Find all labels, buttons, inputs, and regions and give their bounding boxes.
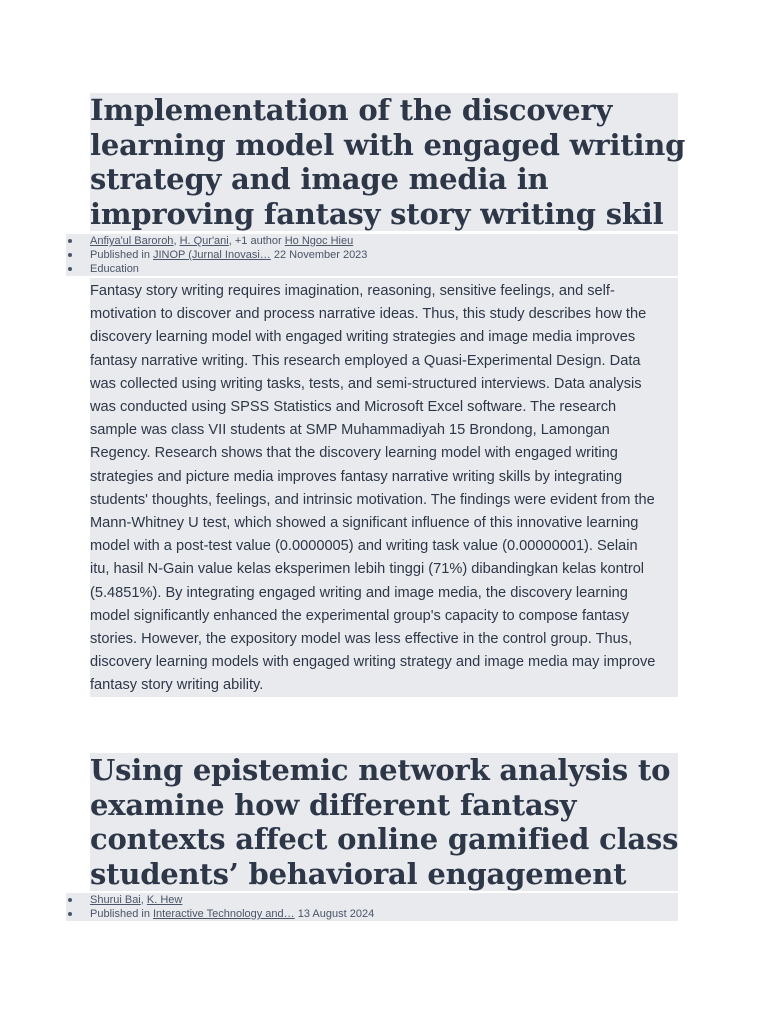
paper-title-line: Using epistemic network analysis to [90,753,671,787]
abstract-line: model significantly enhanced the experimental group's capacity to compose fantasy [90,607,630,624]
paper-title-line: contexts affect online gamified class [90,822,679,856]
abstract-line: discovery learning model with engaged writing strategies and image media improves [90,329,636,346]
abstract-line: fantasy story writing ability. [90,677,264,694]
bullet-icon [68,253,72,257]
abstract-line: Mann-Whitney U test, which showed a significant influence of this innovative learning [90,515,639,532]
abstract-line: model with a post-test value (0.0000005) and writing task value (0.00000001). Selain [90,538,638,555]
paper-title-block [90,93,686,231]
paper-meta-list [66,234,678,276]
abstract-line: motivation to discover and process narrative ideas. Thus, this study describes how the [90,306,647,323]
abstract-line: (5.4851%). By integrating engaged writing and image media, the discovery learning [90,584,628,601]
bullet-icon [68,267,72,271]
author-link[interactable]: Ho Ngoc Hieu [284,235,354,247]
paper-title-line: strategy and image media in [90,162,549,196]
paper-title-line: Implementation of the discovery [90,93,613,127]
author-separator: , [228,235,235,247]
abstract-block [90,278,678,697]
author-link[interactable]: K. Hew [146,894,183,906]
publication-date: 22 November 2023 [273,249,368,261]
abstract-line: itu, hasil N-Gain value kelas eksperimen lebih tinggi (71%) dibandingkan kelas kontrol [90,561,645,578]
paper-title-block [90,753,678,891]
abstract-line: Regency. Research shows that the discovery learning model with engaged writing [90,445,618,462]
authors-row [66,893,678,907]
abstract-line: students' thoughts, feelings, and intrinsic motivation. The findings were evident from the [90,491,655,508]
more-authors: +1 author [234,235,282,247]
published-label: Published in [90,249,150,261]
paper-title-line: improving fantasy story writing skil [90,196,664,231]
venue-link[interactable]: Interactive Technology and… [153,908,295,920]
published-label: Published in [90,908,150,920]
publication-row [66,248,678,262]
authors-row [66,234,678,248]
paper-title[interactable] [90,753,678,891]
abstract-line: Fantasy story writing requires imagination, reasoning, sensitive feelings, and self- [90,283,615,299]
publication-row [66,907,678,921]
abstract-text [90,280,678,698]
abstract-line: discovery learning models with engaged writing strategy and image media may improve [90,654,656,671]
bullet-icon [68,898,72,902]
field-row [66,262,678,276]
author-link[interactable]: Anfiya'ul Baroroh [90,235,174,247]
abstract-line: sample was class VII students at SMP Muhammadiyah 15 Brondong, Lamongan [90,422,610,439]
author-separator: , [140,894,147,906]
abstract-line: was conducted using SPSS Statistics and Microsoft Excel software. The research [90,399,617,416]
bullet-icon [68,239,72,243]
paper-title-line: learning model with engaged writing [90,127,686,162]
paper-title-line: students’ behavioral engagement [90,856,627,891]
paper-meta-list [66,893,678,921]
abstract-line: fantasy narrative writing. This research employed a Quasi-Experimental Design. Data [90,352,641,369]
author-link[interactable]: H. Qur'ani [179,235,229,247]
author-link[interactable]: Shurui Bai [90,894,141,906]
publication-date: 13 August 2024 [297,908,375,920]
venue-link[interactable]: JINOP (Jurnal Inovasi… [153,249,271,261]
paper-title[interactable] [90,93,686,231]
paper-title-line: examine how different fantasy [90,787,577,822]
abstract-line: was collected using writing tasks, tests, and semi-structured interviews. Data analysis [90,375,642,392]
abstract-line: strategies and picture media improves fantasy narrative writing skills by integrating [90,468,623,485]
bullet-icon [68,912,72,916]
field-of-study: Education [90,263,139,275]
author-separator: , [173,235,180,247]
abstract-line: stories. However, the expository model was less effective in the control group. Thus, [90,631,633,648]
